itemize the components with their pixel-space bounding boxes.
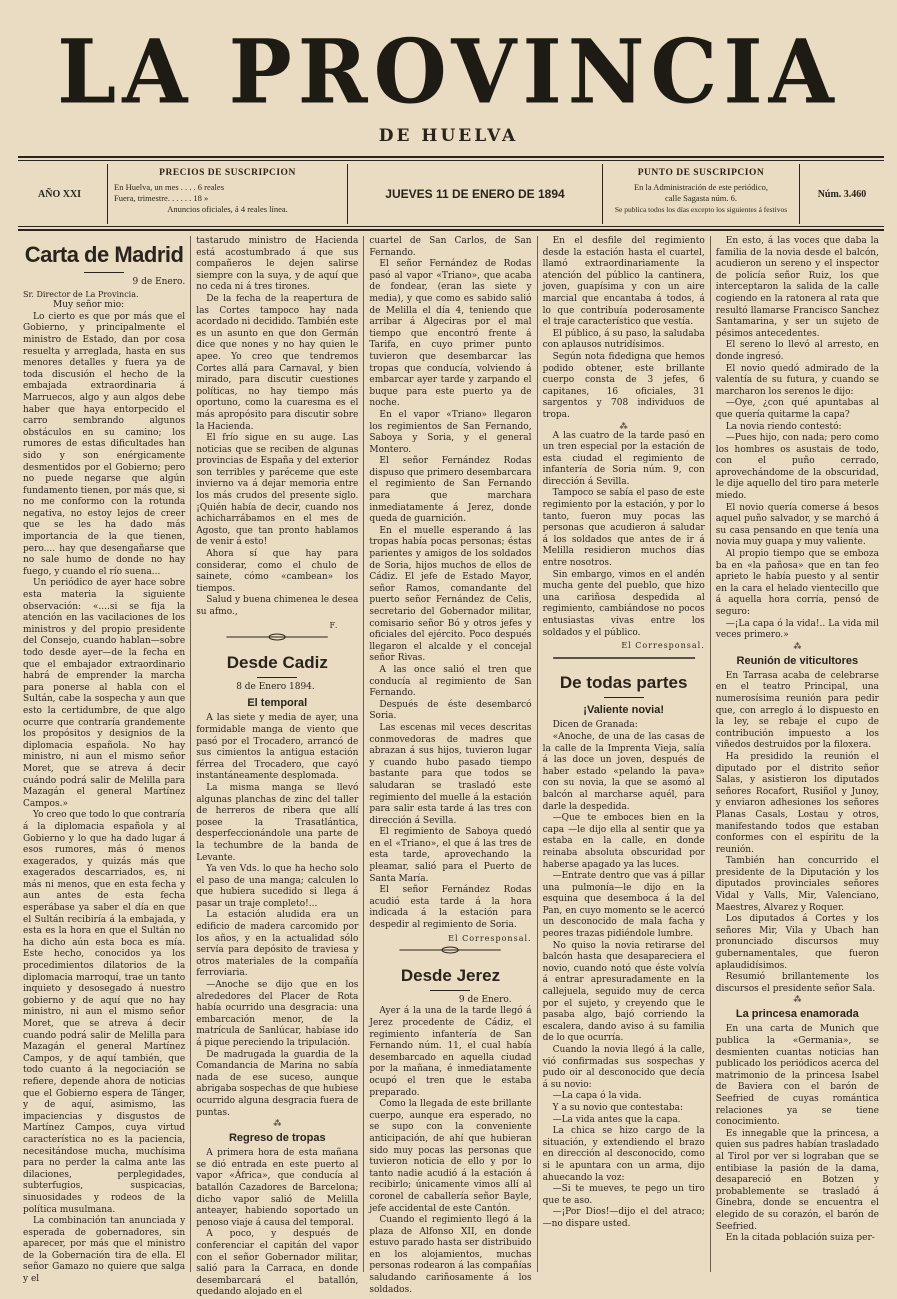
- paragraph: En una carta de Munich que publica la «Germania», se desmienten cuantas noticias han publicado los periódicos acerca del matrimonio de la princesa Isabel de Baviera con el barón de Seefried de cuyas romántica relaciones ya se tiene conocimiento.: [715, 1024, 879, 1128]
- paragraph: El novio quería comerse á besos aquel puño salvador, y se marchó á su casa pensando en que tenía una novia muy guapa y muy valiente.: [715, 502, 879, 548]
- asterism: ⁂: [619, 421, 628, 431]
- year-label: AÑO XXI: [18, 164, 108, 224]
- paragraph: En Tarrasa acaba de celebrarse en el teatro Principal, una numerosísima reunión para pedir que, con arreglo á lo dispuesto en la ley, se rebaje el cupo de contribución impuesto a los viñedos destruidos por la filoxera.: [715, 670, 879, 751]
- paragraph: En el desfile del regimiento desde la estación hasta el cuartel, llamó extraordinariamente la atención del público la cantinera, joven, guapísima y con un aire marcial que encantaba á todos, á lo que contribuía poderosamente el traje característico que vestía.: [542, 236, 705, 328]
- paragraph: «Anoche, de una de las casas de la calle de la Imprenta Vieja, salía á las doce un joven, después de haber estado «pelando la pava» con su novia, la que se asomó al balcón al marcharse aquél, para darle la despedida.: [542, 731, 705, 812]
- paragraph: Y a su novio que contestaba:: [552, 1102, 684, 1113]
- heading-divider: [257, 677, 297, 678]
- greeting: Muy señor mio:: [53, 300, 125, 311]
- point-line: En la Administración de este periódico,: [633, 182, 769, 192]
- paragraph: Ha presidido la reunión el diputado por el distrito señor Salas, y asistieron los diputados señores Rocafort, Rusiñol y Junoy, y enviaron adhesiones los señores Planas Casals, Lostau y otros, manifestando todos que estaban conformes con el espíritu de la reunión.: [715, 751, 879, 855]
- paragraph: La estación aludida era un edificio de madera carcomido por los años, y en la actualidad sólo servía para depósito de traviesa y otros materiales de la compañía ferroviaria.: [196, 910, 359, 979]
- masthead-title: LA PROVINCIA: [57, 19, 840, 124]
- paragraph: —Pues hijo, con nada; pero como los hombres os asustais de todo, con el puño cerrado, aprovechándome de la obscuridad, le dije aquello del tiro para meterle miedo.: [715, 433, 879, 502]
- point-line: Se publica todos los días excepto los siguientes á festivos: [614, 205, 788, 214]
- ornament-divider: [369, 945, 531, 955]
- prices-line: Anuncios oficiales, á 4 reales línea.: [167, 204, 288, 214]
- paragraph: Según nota fidedigna que hemos podido obtener, este brillante cuerpo consta de 3 jefes, 6 capitanes, 16 oficiales, 31 sargentos y 708 individuos de tropa.: [542, 351, 705, 420]
- paragraph: El señor Fernández Rodas acudió esta tarde á la hora indicada á la estación para despedir al regimiento de Soria.: [369, 885, 532, 931]
- paragraph: El señor Fernández Rodas dispuso que primero desembarcara el regimiento de San Fernando para que marchara inmediatamente á Jerez, donde queda de guarnición.: [369, 456, 532, 525]
- prices-box: [108, 164, 348, 224]
- paragraph: De la fecha de la reapertura de las Cortes tampoco hay nada acordado ni decidido. También este es un asunto en que don Germán dice que nones y no hay quien le apee. Yo creo que tendremos Cortes allá para Carnaval, y bien mirado, para discutir cuestiones políticas, no hay tiempo más oportuno, como la cuaresma es el más apropósito para discutir sobre la Hacienda.: [196, 293, 359, 432]
- signature: El Corresponsal.: [448, 933, 532, 943]
- paragraph: Dicen de Granada:: [552, 720, 638, 731]
- top-rule-thin: [18, 160, 884, 161]
- carta-madrid-heading: Carta de Madrid: [24, 242, 184, 267]
- column-3: [364, 236, 537, 1295]
- paragraph: A primera hora de esta mañana se dió entrada en este puerto al vapor «África», que conducía al batallón Cazadores de Barcelona; dicho vapor salió de Melilla anteayer, habiendo soportado un penoso viaje á causa del temporal.: [196, 1148, 359, 1228]
- paragraph: Al propio tiempo que se emboza ba en «la pañosa» que en tan feo aprieto le había puesto y al sentir en la cara el helado vientecillo que á aquella hora corría, pensó de seguro:: [715, 549, 879, 617]
- paragraph: —Oye, ¿con qué apuntabas al que quería quitarme la capa?: [715, 398, 879, 420]
- paragraph: Salud y buena chimenea le desea su afmo.,: [196, 595, 359, 617]
- paragraph: El novio quedó admirado de la valentía de su futura, y cuando se marcharon los serenos le dijo:: [715, 363, 879, 397]
- paragraph: Los diputados á Cortes y los señores Mir, Vila y Ubach han pronunciado discursos muy gubernamentales, que fueron aplaudidísimos.: [715, 914, 879, 971]
- article-columns: [18, 236, 884, 1298]
- paragraph: —¡La capa ó la vida!.. La vida mil veces primero.»: [715, 618, 879, 641]
- paragraph: cuartel de San Carlos, de San Fernando.: [369, 236, 532, 258]
- signature: El Corresponsal.: [621, 641, 705, 651]
- paragraph: Lo cierto es que por más que el Gobierno, y principalmente el ministro de Estado, dan por cosa resuelta y arreglada, hasta en sus menores detalles y fuera ya de toda discusión el hecho de la embajada extraordinaria á Marruecos, algo y aun algos debe haber que haya entorpecido el carro sembrando algunos obstáculos en su camino; los rumores de estas dificultades han sido y son enérgicamente desmentidos por el Gobierno; pero no puede negarse que algún fundamento tienen, por más que, si no me conformo con la rotunda negativa, no estoy lejos de creer que se les ha dado más importancia de la que tienen, pero.... hay que desengañarse que no sale humo de donde no hay fuego, y cuando el río suena...: [23, 311, 186, 577]
- desde-jerez-heading: Desde Jerez: [400, 965, 501, 985]
- paragraph: Tampoco se sabía el paso de este regimiento por la estación, y por lo tanto, fueron muy pocas las personas que acudieron á saludar á los soldados que antes de ir á Melilla residieron muchos días entre nosotros.: [542, 488, 705, 569]
- subheading-regreso: Regreso de tropas: [228, 1132, 326, 1145]
- asterism: ⁂: [273, 1119, 282, 1129]
- signature: F.: [329, 620, 339, 630]
- column-2: [191, 236, 364, 1298]
- paragraph: —La capa ó la vida.: [552, 1091, 642, 1102]
- subheading-viticultores: Reunión de viticultores: [736, 654, 859, 667]
- heading-divider: [430, 990, 470, 991]
- prices-title: PRECIOS DE SUSCRIPCION: [159, 168, 296, 178]
- masthead-subtitle: DE HUELVA: [378, 126, 519, 146]
- paragraph: Es innegable que la princesa, a quien sus padres habían trasladado al Tirol por ver si lograban que se entibiase la pasión de la dama, desapareció en Botzen y probablemente se trasladó á Ginebra, donde se encuentra el elegido de su corazón, el barón de Seefried.: [715, 1128, 879, 1232]
- heading-divider: [84, 272, 124, 273]
- ornament-divider: [196, 632, 358, 642]
- info-bottom-rule: [18, 226, 884, 227]
- paragraph: De madrugada la guardia de la Comandancia de Marina no sabía nada de ese suceso, aunque abrigaba sospechas de que hubiese ocurrido alguna desgracia fuera de puntas.: [196, 1049, 359, 1118]
- paragraph: La combinación tan anunciada y esperada de gobernadores, sin aparecer, por más que el ministro de la Gobernación tira de ella. El señor Gamazo no quiere que salga y el: [23, 1216, 186, 1285]
- paragraph: El público, á su paso, la saludaba con aplausos nutridísimos.: [542, 328, 705, 351]
- subheading-valiente-novia: ¡Valiente novia!: [583, 704, 664, 717]
- dateline: 8 de Enero 1894.: [236, 681, 315, 692]
- point-line: calle Sagasta núm. 6.: [665, 193, 737, 203]
- paragraph: El frío sigue en su auge. Las noticias que se reciben de algunas provincias de España y del exterior son terribles y paréceme que este invierno va á dejar memoria entre los más crudos del presente siglo. ¡Quién había de decir, cuando nos achicharrábamos en el mes de Agosto, que tan pronto hablamos de venir á esto!: [196, 433, 359, 548]
- paragraph: —Si te mueves, te pego un tiro que te aso.: [542, 1184, 705, 1206]
- paragraph: El regimiento de Saboya quedó en el «Triano», el que á las tres de esta tarde, aprovechando la pleamar, salió para el Puerto de Santa María.: [369, 827, 532, 884]
- subscription-point-box: [603, 164, 800, 224]
- paragraph: El sereno lo llevó al arresto, en donde ingresó.: [715, 340, 879, 362]
- paragraph: La chica se hizo cargo de la situación, y extendiendo el brazo en dirección al desconocido, como si le apuntara con un arma, dijo ahuecando la voz:: [542, 1126, 705, 1183]
- paragraph: En el vapor «Triano» llegaron los regimientos de San Fernando, Saboya y Soria, y el general Montero.: [369, 409, 532, 455]
- paragraph: —Anoche se dijo que en los alrededores del Placer de Rota había ocurrido una desgracia: una embarcación menor, de la matrícula de Sanlúcar, habíase ido á pique pereciendo la tripulación.: [196, 980, 359, 1048]
- paragraph: Sin embargo, vimos en el andén mucha gente del pueblo, que hizo una cariñosa despedida al regimiento, cambiándose no pocos entusiastas vivas entre los soldados y el público.: [542, 569, 705, 638]
- paragraph: A las once salió el tren que conducía al regimiento de San Fernando.: [369, 664, 532, 699]
- desde-cadiz-heading: Desde Cadiz: [226, 652, 328, 672]
- paragraph: Ayer á la una de la tarde llegó á Jerez procedente de Cádiz, el regimiento infantería de San Fernando núm. 11, el cual había desembarcado en aquella ciudad por la mañana, é inmediatamente ocupó el tren que le estaba preparado.: [369, 1006, 532, 1098]
- prices-line: En Huelva, un mes . . . . 6 reales: [114, 182, 224, 192]
- paragraph: La misma manga se llevó algunas planchas de zinc del taller de herreros de ribera que allí posee la Trasatlántica, desperfeccionándole una parte de la techumbre de la banda de Levante.: [196, 782, 359, 863]
- heading-divider: [604, 697, 644, 698]
- salutation: Sr. Director de La Provincia.: [23, 289, 139, 299]
- info-bar: [18, 164, 884, 224]
- prices-line: Fuera, trimestre. . . . . . 18 »: [114, 193, 209, 203]
- paragraph: —Entrate dentro que vas á pillar una pulmonía—le dijo en la esquina que desemboca á la del Pan, en cuyo momento se le acercó un desconocido de mala facha y peores trazas pidiéndole lumbre.: [542, 871, 705, 940]
- paragraph: En el muelle esperando á las tropas había pocas personas; éstas parientes y amigos de los soldados de Soria, hijos muchos de ellos de Cádiz. El jefe de Estado Mayor, señor Ramos, comandante del puerto señor Fernández de Celis, secretario del Gobernador militar, comisario señor Bó y otros jefes y oficiales del ejército. Poco después llegaron el alcalde y el concejal señor Rivas.: [369, 525, 532, 664]
- asterism: ⁂: [793, 995, 802, 1005]
- paragraph: Las escenas mil veces descritas conmovedoras de madres que abrazan á sus hijos, tuvieron lugar y cuando hubo pasado tiempo bastante para que todos se saludaran se trasladó este regimiento del muelle á la estación para salir esta tarde á las tres con dirección á Sevilla.: [369, 722, 532, 826]
- paragraph: En esto, á las voces que daba la familia de la novia desde el balcón, acudieron un sereno y el inspector de policía señor Ruiz, los que interceptaron la salida de la calle cogiendo en la ratonera al rata que resultó llamarse Francisco Sanchez Santamarina, y ser un sujeto de pésimos antecedentes.: [715, 236, 879, 339]
- paragraph: Como la llegada de este brillante cuerpo, aunque era esperado, no se supo con la conveniente anticipación, de ahí que hubieran sido muy pocas las personas que tuvieron noticia de ello y por lo tanto nadie acudió á la estación á recibirlo; únicamente vimos allí al coronel de caballería señor Bayle, jefe accidental de este Cantón.: [369, 1099, 532, 1214]
- ornament-divider: [543, 653, 705, 663]
- paragraph: A poco, y después de conferenciar el capitán del vapor con el señor Gobernador militar, salió para la Carraca, en donde desembarcará el batallón, quedando alojado en el: [196, 1229, 359, 1298]
- dateline: 9 de Enero.: [458, 994, 512, 1005]
- paragraph: —¡Por Dios!—dijo el del atraco;—no dispare usted.: [542, 1207, 705, 1229]
- paragraph: Cuando la novia llegó á la calle, vió confirmadas sus sospechas y pudo oir al desconocido que decía á su novio:: [542, 1045, 705, 1090]
- issue-number: Núm. 3.460: [817, 188, 867, 200]
- point-title: PUNTO DE SUSCRIPCION: [637, 168, 765, 178]
- paragraph: A las siete y media de ayer, una formidable manga de viento que pasó por el Trocadero, arrancó de sus cimientos la antigua estación férrea del Trocadero, que cayó instantáneamente desplomada.: [196, 713, 359, 782]
- paragraph: —La vida antes que la capa.: [552, 1114, 681, 1125]
- issue-date: JUEVES 11 DE ENERO DE 1894: [348, 164, 603, 224]
- paragraph: Ahora sí que hay para considerar, como el chulo de sainete, cómo «cambean» los tiempos.: [196, 549, 359, 594]
- paragraph: Yo creo que todo lo que contraría á la diplomacia española y al Gobierno y lo que ha dado lugar á esos rumores, más ó menos exagerados, y quizás más que exagerados descarriados, es, ni más ni menos, que en esta fecha y aun antes de esta fecha esperábase ya saber el día en que el Sultán recibiría á la embajada, y esta es la hora en que el Sultán no ha dicho aún esta boca es mía. Este hecho, conocidos ya los procedimientos dilatorios de la diplomacia marroquí, trae un tanto inquieto y desosegado á nuestro gobierno y de aquí que no hay ministro, ni aun el mismo señor Moret, que se atreva á decir cuando podrá salir de Melilla para Mazagán el general Martínez Campos, y de aquí también, que todo cuanto á la negociación se refiere, depende ahora de noticias que el Gobierno espera de Tánger, y de aquí, asimismo, las impaciencias y disgustos de Martínez Campos, cuya virtud característica no es la paciencia, necesitándose mucha, muchísima para no perder la calma ante las dilaciones, perplegidades, subterfugios, suspicacias, sinuosidades y rodeos de la política musulmana.: [23, 810, 186, 1215]
- paragraph: En la citada población suiza per-: [725, 1233, 875, 1244]
- paragraph: La novia riendo contestó:: [725, 421, 842, 432]
- paragraph: Cuando el regimiento llegó á la plaza de Alfonso XII, en donde estuvo parado hasta ser distribuido en los alojamientos, muchas personas rodearon á las compañías saludando cariñosamente á los soldados.: [369, 1215, 532, 1295]
- dateline: 9 de Enero.: [132, 277, 186, 287]
- paragraph: El señor Fernández de Rodas pasó al vapor «Triano», que acaba de fondear, (eran las siete y media), y que como es sabido salió de Melilla el día 4, teniendo que arribar á Algeciras por el mal tiempo que encontró frente á Tarifa, en cuyo primer punto tuvieron que desembarcar las tropas que conducía, volviendo á embarcar ayer tarde y zarpando el buque para este puerto ya de noche.: [369, 259, 532, 409]
- paragraph: Resumió brillantemente los discursos el presidente señor Sala.: [715, 972, 879, 994]
- info-bottom-rule-thick: [18, 229, 884, 231]
- paragraph: A las cuatro de la tarde pasó en un tren especial por la estación de esta ciudad el regimiento de infantería de Soria núm. 9, con dirección á Sevilla.: [542, 430, 705, 487]
- top-rule: [18, 156, 884, 158]
- column-4: [538, 236, 711, 1272]
- paragraph: —Que te emboces bien en la capa —le dijo ella al sentir que ya estaba en la calle, en donde reinaba absoluta obscuridad por haberse apagado ya las luces.: [542, 813, 705, 870]
- de-todas-partes-heading: De todas partes: [559, 673, 688, 693]
- paragraph: tastarudo ministro de Hacienda está acostumbrado á que sus compañeros le dejen salirse siempre con la suya, y de aquí que no ceda ni á tres tirones.: [196, 236, 359, 293]
- paragraph: Un periódico de ayer hace sobre esta materia la siguiente observación: «....si se fija la atención en las vacilaciones de los ministros y del propio presidente del Consejo, cuando hablan—sobre todo desde ayer—de la fecha en que el embajador extraordinario habrá de emprender la marcha para ponerse al habla con el Sultán, cabe la sospecha y aun que esto la certidumbre, de que algo ocurre que contraría grandemente los propósitos y designios de la diplomacia española. No hay ministro, ni aun el mismo señor Moret, que se atreva á decir cuándo podrá salir de Melilla para Mazagán el general Martínez Campos.»: [23, 578, 186, 809]
- column-5: [711, 236, 884, 1272]
- subheading-temporal: El temporal: [247, 697, 308, 710]
- column-1: [18, 236, 191, 1285]
- paragraph: Después de éste desembarcó Soria.: [369, 699, 532, 722]
- paragraph: Ya ven Vds. lo que ha hecho solo el paso de una manga; calculen lo que hubiera sucedido si llega á pasar un traje completo!...: [196, 864, 359, 909]
- subheading-princesa: La princesa enamorada: [735, 1008, 859, 1021]
- asterism: ⁂: [793, 641, 802, 651]
- paragraph: No quiso la novia retirarse del balcón hasta que desapareciera el novio, cuando notó que éste volvía á entrar apresuradamente en la callejuela, seguido muy de cerca por el sujeto, y creyendo que le pasaba algo, bajó corriendo la escalera, dando aviso á su familia de lo que ocurría.: [542, 940, 705, 1044]
- paragraph: También han concurrido el presidente de la Diputación y los diputados provinciales señores Vidal y Valls, Mir, Valenciano, Maestres, Alvarez y Roquer.: [715, 856, 879, 913]
